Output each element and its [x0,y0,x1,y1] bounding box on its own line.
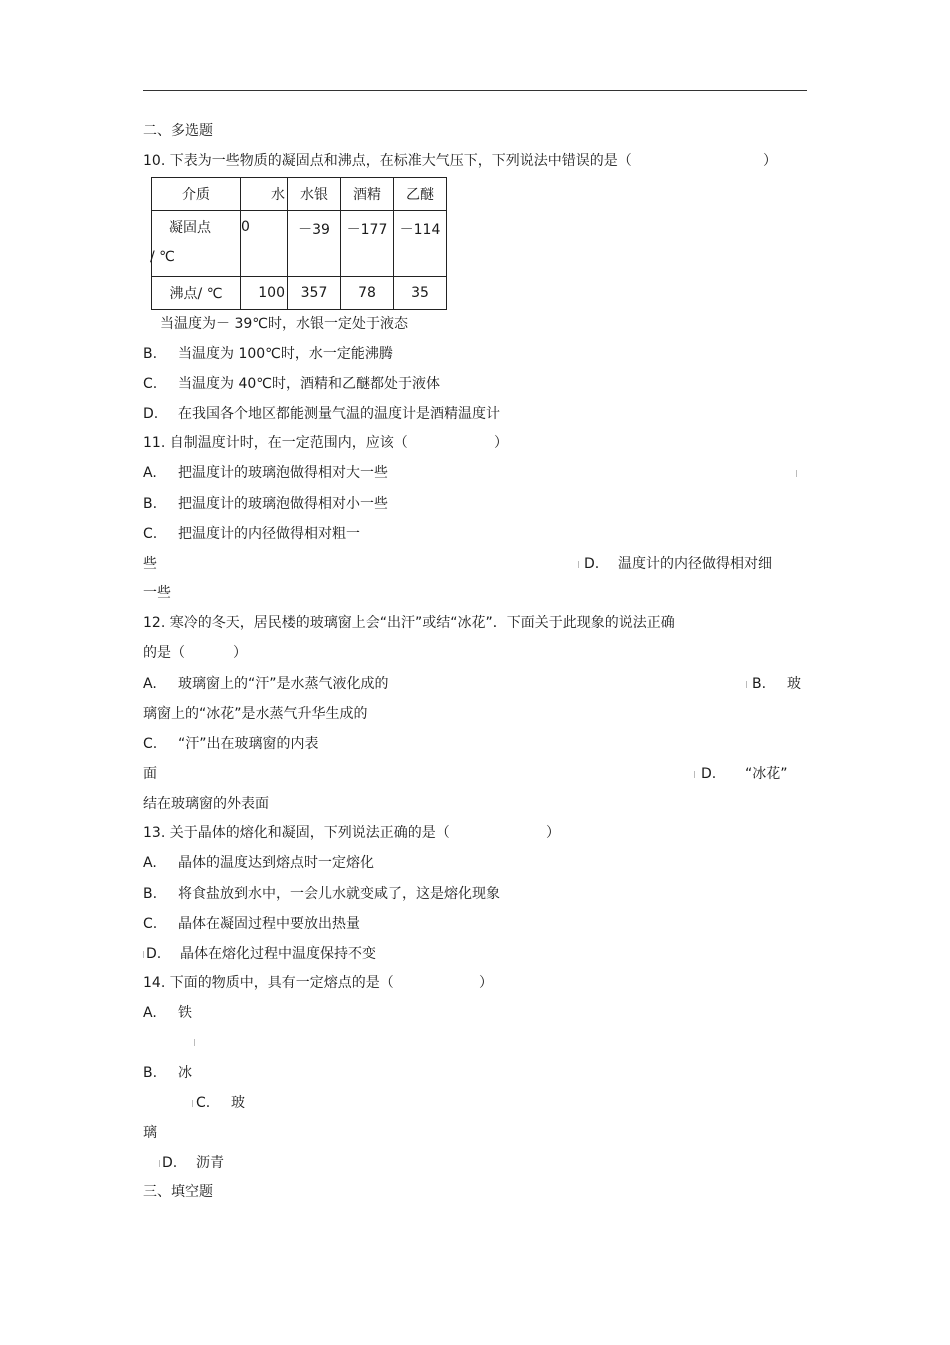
q12-option-c-letter: C. [143,736,158,752]
scan-mark [143,951,144,958]
table-row-label-boiling: 沸点/ ℃ [152,277,241,310]
scan-mark [796,470,797,477]
table-header-cell: 水银 [288,178,341,211]
freezing-unit: / ℃ [150,249,175,265]
q13-option-b-letter: B. [143,886,158,902]
q12-option-b-letter: B. [752,676,767,692]
table-cell: 35 [394,277,447,310]
section-heading-fill-in: 三、填空题 [143,1184,213,1200]
q11-option-c-tail: 些 [143,556,157,572]
q10-close-paren: ） [763,153,777,169]
q14-option-c-tail: 璃 [143,1125,157,1141]
table-cell: 0 [241,211,288,277]
scan-mark [746,681,747,688]
q12-option-b: 玻 [787,676,801,692]
q11-option-a: 把温度计的玻璃泡做得相对大一些 [178,465,388,481]
table-cell: 100 [241,277,288,310]
q12-option-d-tail: 结在玻璃窗的外表面 [143,796,269,812]
q12-option-d-letter: D. [701,766,717,782]
q12-option-b-tail: 璃窗上的“冰花”是水蒸气升华生成的 [143,706,368,722]
q11-option-d-tail: 一些 [143,585,171,601]
q13-stem: 13. 关于晶体的熔化和凝固，下列说法正确的是（ [143,825,450,841]
q11-option-a-letter: A. [143,465,157,481]
q12-stem: 12. 寒冷的冬天，居民楼的玻璃窗上会“出汗”或结“冰花”．下面关于此现象的说法正确 [143,615,675,631]
q13-option-c-letter: C. [143,916,158,932]
q10-option-b-letter: B. [143,346,158,362]
table-header-cell: 乙醚 [394,178,447,211]
header-rule [143,90,807,91]
q10-option-c-letter: C. [143,376,158,392]
q14-option-c: 玻 [231,1095,245,1111]
q11-stem: 11. 自制温度计时，在一定范围内，应该（ [143,435,408,451]
table-row-label-freezing [152,211,241,277]
q14-option-d-letter: D. [162,1155,178,1171]
q12-option-d: “冰花” [745,766,788,782]
q10-option-d: 在我国各个地区都能测量气温的温度计是酒精温度计 [178,406,500,422]
q12-close-paren: ） [233,645,247,661]
q14-option-d: 沥青 [196,1155,224,1171]
q13-option-a-letter: A. [143,855,157,871]
table-header-cell: 介质 [152,178,241,211]
q14-stem: 14. 下面的物质中，具有一定熔点的是（ [143,975,394,991]
q14-close-paren: ） [479,975,493,991]
q10-stem: 10. 下表为一些物质的凝固点和沸点，在标准大气压下，下列说法中错误的是（ [143,153,632,169]
q10-option-a: 当温度为－ 39℃时，水银一定处于液态 [160,316,408,332]
q14-option-b: 冰 [178,1065,192,1081]
q13-option-c: 晶体在凝固过程中要放出热量 [178,916,360,932]
table-cell: 357 [288,277,341,310]
q13-option-d: 晶体在熔化过程中温度保持不变 [180,946,376,962]
q11-option-b: 把温度计的玻璃泡做得相对小一些 [178,496,388,512]
table-cell: －177 [341,211,394,277]
q11-option-d: 温度计的内径做得相对细 [618,556,772,572]
table-cell: －39 [288,211,341,277]
q12-option-a: 玻璃窗上的“汗”是水蒸气液化成的 [178,676,389,692]
substance-properties-table [151,177,447,310]
scan-mark [192,1100,193,1107]
table-cell: 78 [341,277,394,310]
q13-option-d-letter: D. [146,946,162,962]
q12-option-a-letter: A. [143,676,157,692]
scan-mark [194,1039,195,1046]
q12-option-c-tail: 面 [143,766,157,782]
q14-option-a: 铁 [178,1005,192,1021]
q11-option-c: 把温度计的内径做得相对粗一 [178,526,360,542]
table-header-cell: 水 [241,178,288,211]
scan-mark [159,1160,160,1167]
q12-stem-continued: 的是（ [143,645,185,661]
q13-option-a: 晶体的温度达到熔点时一定熔化 [178,855,374,871]
q11-option-b-letter: B. [143,496,158,512]
q13-close-paren: ） [546,825,560,841]
scan-mark [694,771,695,778]
q14-option-b-letter: B. [143,1065,158,1081]
q13-option-b: 将食盐放到水中，一会儿水就变咸了，这是熔化现象 [178,886,500,902]
q10-option-b: 当温度为 100℃时，水一定能沸腾 [178,346,393,362]
q12-option-c: “汗”出在玻璃窗的内表 [178,736,319,752]
table-header-cell: 酒精 [341,178,394,211]
q11-close-paren: ） [494,435,508,451]
q11-option-c-letter: C. [143,526,158,542]
q10-option-d-letter: D. [143,406,159,422]
q11-option-d-letter: D. [584,556,600,572]
table-cell: －114 [394,211,447,277]
scan-mark [578,561,579,568]
section-heading-multiple-choice: 二、多选题 [143,123,213,139]
q10-option-c: 当温度为 40℃时，酒精和乙醚都处于液体 [178,376,440,392]
q14-option-c-letter: C. [196,1095,211,1111]
q14-option-a-letter: A. [143,1005,157,1021]
freezing-label: 凝固点 [169,220,211,236]
